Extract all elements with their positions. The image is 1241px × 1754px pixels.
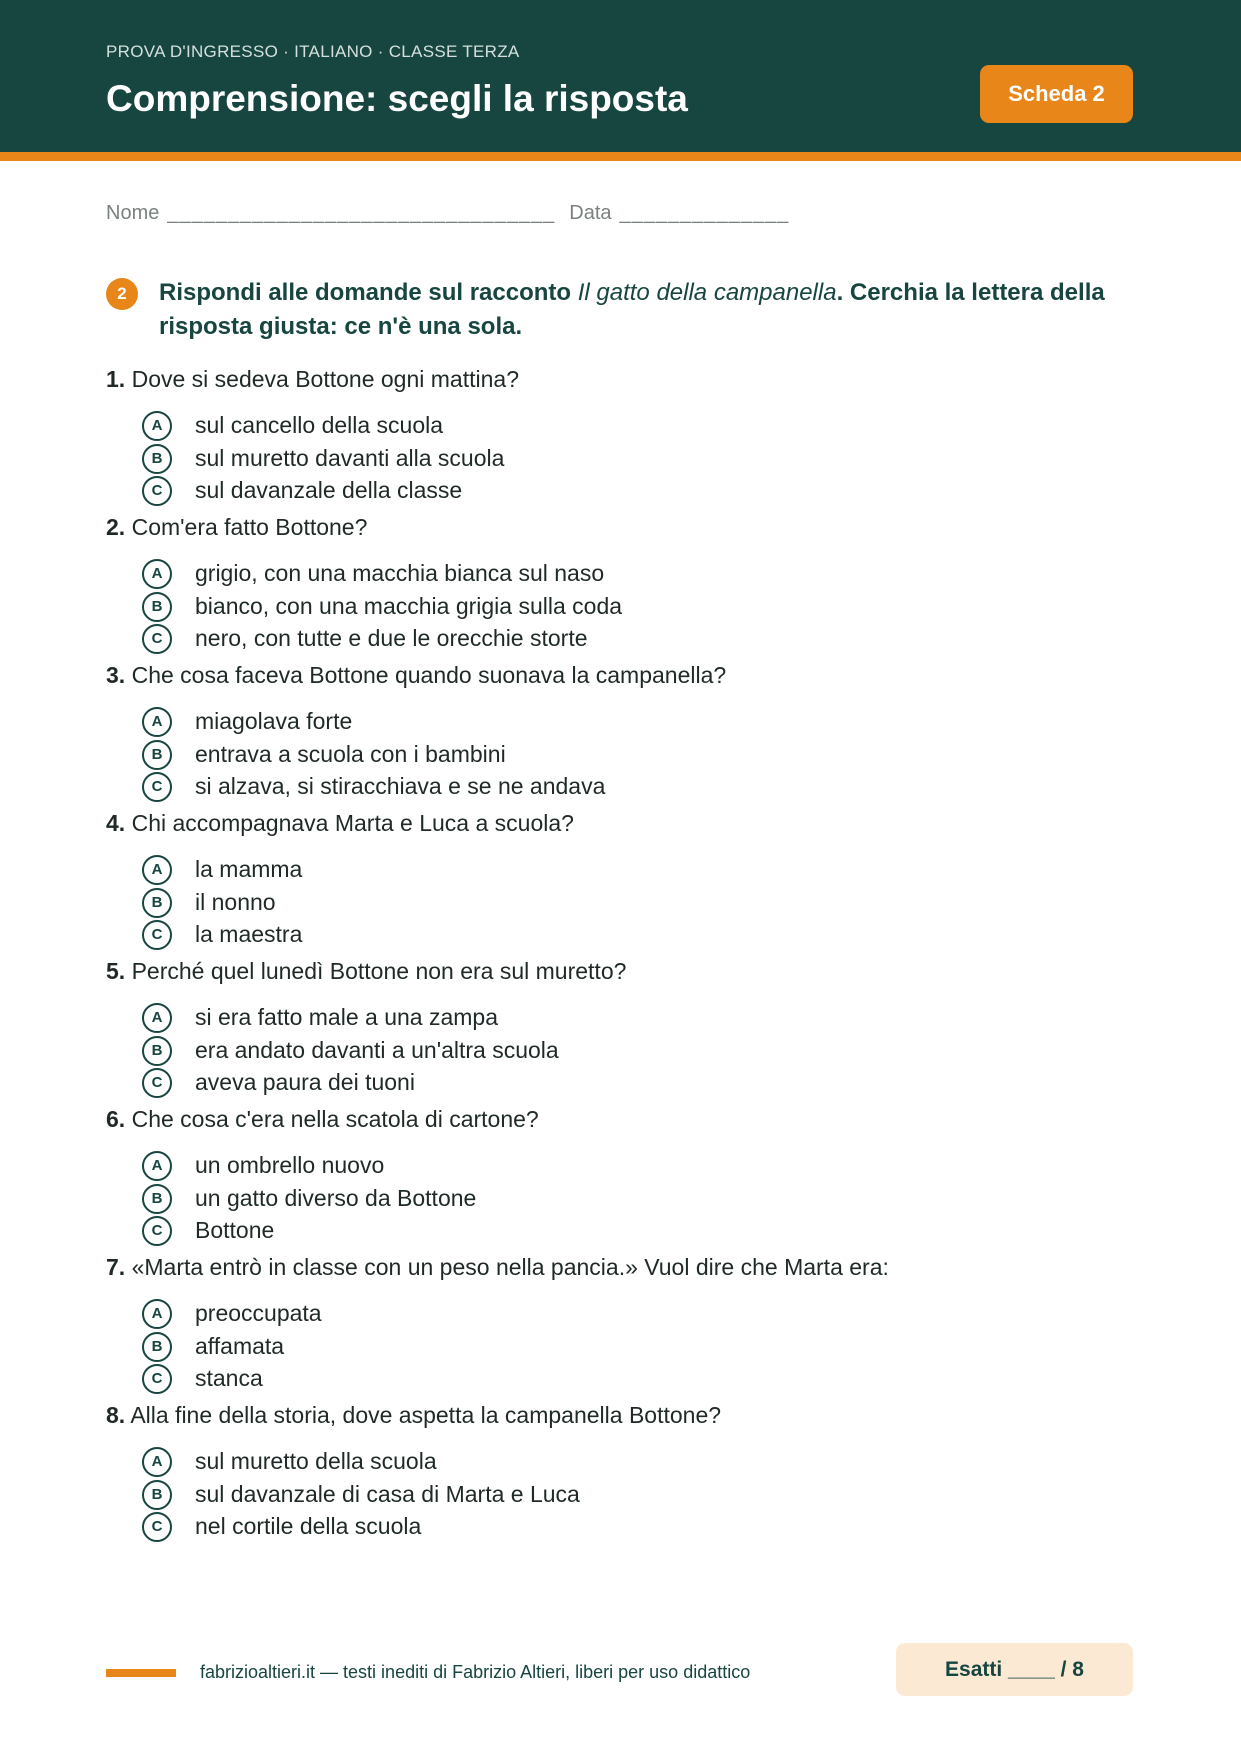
question-number: 7. xyxy=(106,1254,126,1280)
option-label: un gatto diverso da Bottone xyxy=(195,1185,477,1211)
question-text xyxy=(106,366,519,393)
sheet-badge: Scheda 2 xyxy=(980,65,1133,123)
option-letter-circle[interactable]: A xyxy=(142,1003,172,1033)
question-prompt: Che cosa faceva Bottone quando suonava la campanella? xyxy=(131,662,727,688)
instruction-text-before: Rispondi alle domande sul racconto xyxy=(159,279,578,306)
question-number: 3. xyxy=(106,662,126,688)
question-text xyxy=(106,1254,889,1281)
option-label: preoccupata xyxy=(195,1300,322,1326)
question-5 xyxy=(106,958,1146,1106)
option-letter-circle[interactable]: C xyxy=(142,772,172,802)
student-fields xyxy=(106,202,789,225)
option-label: nel cortile della scuola xyxy=(195,1513,422,1539)
question-2 xyxy=(106,514,1146,662)
option-label: il nonno xyxy=(195,889,276,915)
question-list xyxy=(106,366,1146,1550)
option-letter-circle[interactable]: C xyxy=(142,1068,172,1098)
question-number: 4. xyxy=(106,810,126,836)
question-prompt: Alla fine della storia, dove aspetta la campanella Bottone? xyxy=(130,1402,722,1428)
option-letter-circle[interactable]: A xyxy=(142,1447,172,1477)
option-label: un ombrello nuovo xyxy=(195,1152,385,1178)
question-text xyxy=(106,958,626,985)
question-text xyxy=(106,1402,721,1429)
question-text xyxy=(106,1106,539,1133)
option-letter-circle[interactable]: B xyxy=(142,1036,172,1066)
option-letter-circle[interactable]: B xyxy=(142,1480,172,1510)
option-letter-circle[interactable]: A xyxy=(142,411,172,441)
option-letter-circle[interactable]: C xyxy=(142,1364,172,1394)
score-box: Esatti ____ / 8 xyxy=(896,1643,1133,1696)
question-prompt: Dove si sedeva Bottone ogni mattina? xyxy=(131,366,519,392)
option-label: la maestra xyxy=(195,921,303,947)
header-stripe xyxy=(0,152,1241,161)
header xyxy=(0,0,1241,152)
date-label: Data xyxy=(569,202,612,224)
option-label: bianco, con una macchia grigia sulla coda xyxy=(195,593,623,619)
question-8 xyxy=(106,1402,1146,1550)
option-label: Bottone xyxy=(195,1217,275,1243)
option-letter-circle[interactable]: C xyxy=(142,1216,172,1246)
footer-accent xyxy=(106,1669,176,1677)
option-letter-circle[interactable]: C xyxy=(142,624,172,654)
option-letter-circle[interactable]: A xyxy=(142,559,172,589)
question-4 xyxy=(106,810,1146,958)
option-letter-circle[interactable]: B xyxy=(142,888,172,918)
question-prompt: Chi accompagnava Marta e Luca a scuola? xyxy=(131,810,574,836)
question-number: 1. xyxy=(106,366,126,392)
question-prompt: Perché quel lunedì Bottone non era sul muretto? xyxy=(131,958,627,984)
story-title: Il gatto della campanella xyxy=(577,279,837,306)
option-label: stanca xyxy=(195,1365,263,1391)
option-label: sul muretto davanti alla scuola xyxy=(195,445,505,471)
question-prompt: Che cosa c'era nella scatola di cartone? xyxy=(131,1106,539,1132)
instruction-text-after: . Cerchia la lettera della risposta giusta: ce n'è una sola. xyxy=(159,279,1105,340)
question-1 xyxy=(106,366,1146,514)
option-letter-circle[interactable]: A xyxy=(142,1299,172,1329)
option-letter-circle[interactable]: A xyxy=(142,855,172,885)
question-3 xyxy=(106,662,1146,810)
option-label: affamata xyxy=(195,1333,285,1359)
header-kicker: PROVA D'INGRESSO · ITALIANO · CLASSE TERZA xyxy=(106,42,520,61)
question-7 xyxy=(106,1254,1146,1402)
question-text xyxy=(106,810,574,837)
question-number: 8. xyxy=(106,1402,126,1428)
date-line[interactable]: ______________ xyxy=(619,202,790,224)
instruction-number: 2 xyxy=(106,278,138,310)
option-label: sul muretto della scuola xyxy=(195,1448,437,1474)
option-label: sul davanzale di casa di Marta e Luca xyxy=(195,1481,580,1507)
option-label: era andato davanti a un'altra scuola xyxy=(195,1037,559,1063)
name-label: Nome xyxy=(106,202,160,224)
option-label: nero, con tutte e due le orecchie storte xyxy=(195,625,588,651)
option-letter-circle[interactable]: B xyxy=(142,740,172,770)
option-label: miagolava forte xyxy=(195,708,353,734)
question-prompt: Com'era fatto Bottone? xyxy=(131,514,368,540)
question-number: 6. xyxy=(106,1106,126,1132)
option-letter-circle[interactable]: C xyxy=(142,1512,172,1542)
option-label: entrava a scuola con i bambini xyxy=(195,741,506,767)
option-label: aveva paura dei tuoni xyxy=(195,1069,415,1095)
footer-credit: fabrizioaltieri.it — testi inediti di Fabrizio Altieri, liberi per uso didattico xyxy=(200,1662,751,1682)
instruction xyxy=(159,276,1139,344)
question-number: 5. xyxy=(106,958,126,984)
option-label: si era fatto male a una zampa xyxy=(195,1004,498,1030)
option-letter-circle[interactable]: A xyxy=(142,707,172,737)
option-letter-circle[interactable]: A xyxy=(142,1151,172,1181)
option-letter-circle[interactable]: C xyxy=(142,476,172,506)
question-prompt: «Marta entrò in classe con un peso nella pancia.» Vuol dire che Marta era: xyxy=(131,1254,889,1280)
question-number: 2. xyxy=(106,514,126,540)
question-6 xyxy=(106,1106,1146,1254)
option-label: sul davanzale della classe xyxy=(195,477,463,503)
option-label: sul cancello della scuola xyxy=(195,412,444,438)
question-text xyxy=(106,662,726,689)
question-text xyxy=(106,514,367,541)
name-line[interactable]: ________________________________ xyxy=(167,202,556,224)
option-label: si alzava, si stiracchiava e se ne andava xyxy=(195,773,606,799)
page-title: Comprensione: scegli la risposta xyxy=(106,78,688,119)
option-label: grigio, con una macchia bianca sul naso xyxy=(195,560,605,586)
option-label: la mamma xyxy=(195,856,303,882)
option-letter-circle[interactable]: B xyxy=(142,444,172,474)
option-letter-circle[interactable]: B xyxy=(142,592,172,622)
option-letter-circle[interactable]: B xyxy=(142,1184,172,1214)
option-letter-circle[interactable]: C xyxy=(142,920,172,950)
option-letter-circle[interactable]: B xyxy=(142,1332,172,1362)
